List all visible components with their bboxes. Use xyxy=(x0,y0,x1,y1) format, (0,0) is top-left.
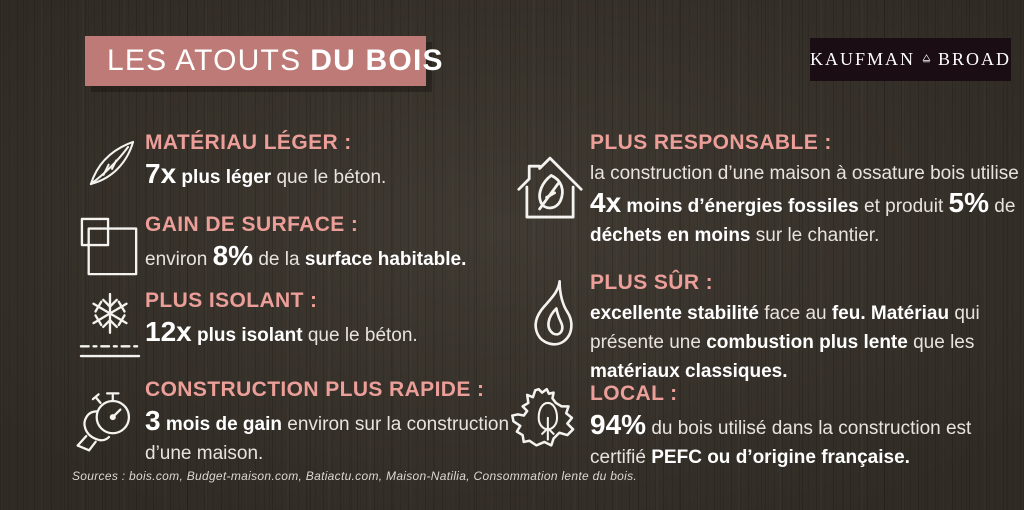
text-segment: 12x xyxy=(145,316,192,347)
fact-construction-rapide xyxy=(72,377,525,468)
brand-logo-left: KAUFMAN xyxy=(810,49,916,69)
fact-heading: PLUS SÛR : xyxy=(590,271,714,294)
text-segment: combustion plus lente xyxy=(706,332,914,353)
fact-body xyxy=(590,159,1020,250)
flame-icon xyxy=(514,278,590,352)
text-segment: sur le chantier. xyxy=(755,225,880,246)
text-segment: moins d’énergies fossiles xyxy=(621,196,865,217)
text-segment: feu. Matériau xyxy=(831,303,955,324)
text-segment: plus isolant xyxy=(191,325,308,346)
text-segment: surface habitable. xyxy=(304,249,467,270)
text-segment: qui présente une xyxy=(590,303,980,353)
fact-plus-isolant xyxy=(74,288,545,362)
fact-plus-responsable xyxy=(510,130,1020,250)
fact-body xyxy=(145,406,525,468)
fact-heading: PLUS ISOLANT : xyxy=(145,289,318,312)
feather-icon xyxy=(78,136,145,190)
text-segment: 4x xyxy=(590,187,622,218)
text-segment: 5% xyxy=(948,187,989,218)
fact-body xyxy=(145,241,545,274)
text-segment: que les xyxy=(913,332,975,353)
sources-note: Sources : bois.com, Budget-maison.com, Batiactu.com, Maison-Natilia, Consommation lente du bois. xyxy=(72,469,638,483)
surface-icon xyxy=(74,216,145,278)
text-segment: que le béton. xyxy=(307,325,418,346)
text-segment: mois de gain xyxy=(160,414,288,435)
fact-gain-surface xyxy=(74,212,545,278)
text-segment: 7x xyxy=(145,158,177,189)
text-segment: excellente stabilité xyxy=(590,303,765,324)
text-segment: que le béton. xyxy=(276,167,387,188)
fact-plus-sur xyxy=(514,270,1000,386)
fact-heading: GAIN DE SURFACE : xyxy=(145,213,359,236)
text-segment: environ xyxy=(145,249,213,270)
text-segment: de la xyxy=(253,249,305,270)
text-segment: déchets en moins xyxy=(590,225,756,246)
brand-logo xyxy=(810,38,1011,81)
text-segment: la construction d’une maison à ossature bois utilise xyxy=(590,163,1019,184)
page-title-emphasis: DU BOIS xyxy=(310,44,444,77)
fact-body xyxy=(590,299,1000,386)
text-segment: face au xyxy=(764,303,832,324)
triangle-logo-icon xyxy=(922,49,931,68)
text-segment: du bois utilisé dans la construction est certifié xyxy=(590,418,972,468)
fact-heading: PLUS RESPONSABLE : xyxy=(590,131,832,154)
eco-house-icon xyxy=(510,152,590,222)
fact-body xyxy=(145,159,545,192)
text-segment: 94% xyxy=(590,409,647,440)
text-segment: 3 xyxy=(145,405,161,436)
text-segment: matériaux classiques. xyxy=(590,361,788,382)
fact-heading: LOCAL : xyxy=(590,382,678,405)
text-segment: de xyxy=(989,196,1016,217)
title-banner xyxy=(85,36,444,86)
text-segment: 8% xyxy=(212,240,254,271)
fact-heading: MATÉRIAU LÉGER : xyxy=(145,131,352,154)
fact-materiau-leger xyxy=(78,130,545,192)
text-segment: environ sur la construction d’une maison. xyxy=(145,414,510,464)
page-title: LES ATOUTS xyxy=(107,44,302,77)
fact-local xyxy=(508,381,1010,472)
text-segment: et produit xyxy=(864,196,949,217)
stopwatch-icon xyxy=(72,383,145,455)
fact-heading: CONSTRUCTION PLUS RAPIDE : xyxy=(145,378,485,401)
text-segment: PEFC ou d’origine française. xyxy=(651,447,910,468)
brand-logo-right: BROAD xyxy=(937,49,1011,69)
text-segment: plus léger xyxy=(176,167,277,188)
fact-body xyxy=(145,317,545,350)
france-map-icon xyxy=(508,383,590,455)
snowflake-icon xyxy=(74,290,145,362)
fact-body xyxy=(590,410,1010,472)
